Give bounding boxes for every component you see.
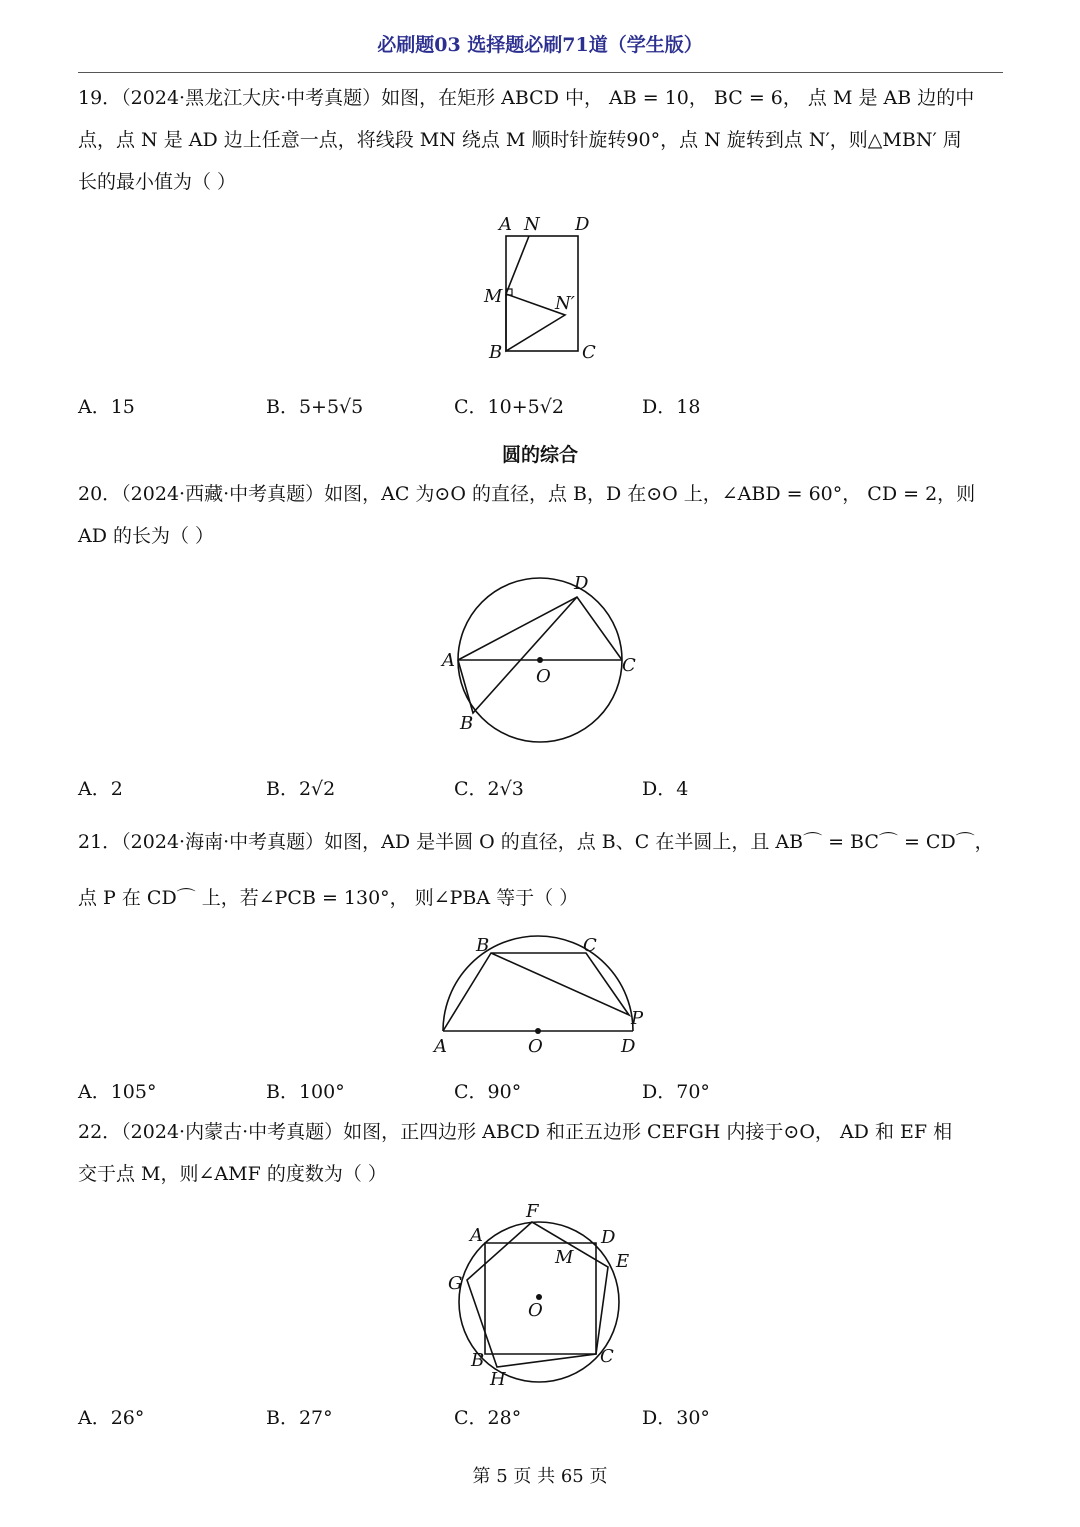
q22-label-f: F <box>526 1201 539 1222</box>
q20-line-1: 20．（2024·西藏·中考真题）如图，AC 为⊙O 的直径，点 B，D 在⊙O 上，∠ABD = 60°， CD = 2，则 <box>78 483 976 505</box>
q21-line-1: 21．（2024·海南·中考真题）如图，AD 是半圆 O 的直径，点 B、C 在半圆上，且 AB⌒ = BC⌒ = CD⌒， <box>78 831 994 853</box>
document-header: 必刷题03 选择题必刷71道（学生版） <box>377 34 703 56</box>
section-title: 圆的综合 <box>501 444 578 466</box>
q19-label-n-prime: N′ <box>555 293 575 314</box>
q19-label-n: N <box>524 214 540 235</box>
q22-label-b: B <box>471 1350 485 1371</box>
q22-label-o: O <box>528 1300 543 1321</box>
q19-option-a: A．15 <box>78 396 135 418</box>
q20-label-b: B <box>460 713 474 734</box>
q20-line-2: AD 的长为（ ） <box>78 525 215 547</box>
q22-label-c: C <box>600 1346 614 1367</box>
q21-label-p: P <box>631 1008 644 1029</box>
q22-label-a: A <box>470 1225 483 1246</box>
q22-label-d: D <box>601 1227 616 1248</box>
q21-center-dot <box>535 1028 541 1034</box>
q21-figure <box>425 930 655 1060</box>
q19-label-m: M <box>484 286 503 307</box>
q22-option-a: A．26° <box>78 1407 145 1429</box>
q20-chords-ad-dc <box>458 597 622 660</box>
q20-figure <box>430 565 650 750</box>
q19-line-2: 点，点 N 是 AD 边上任意一点，将线段 MN 绕点 M 顺时针旋转90°，点 N 旋转到点 N′，则△MBN′ 周 <box>78 129 962 151</box>
q19-option-c: C．10+5√2 <box>454 396 564 418</box>
q20-label-d: D <box>574 573 589 594</box>
q20-option-a: A．2 <box>78 778 123 800</box>
q22-option-d: D．30° <box>642 1407 710 1429</box>
page-footer: 第 5 页 共 65 页 <box>472 1466 608 1487</box>
q20-option-b: B．2√2 <box>266 778 336 800</box>
q19-label-d: D <box>575 214 590 235</box>
q19-label-c: C <box>582 342 596 363</box>
q21-label-b: B <box>476 935 490 956</box>
q21-label-a: A <box>434 1036 447 1057</box>
q19-label-b: B <box>489 342 503 363</box>
q19-line-3: 长的最小值为（ ） <box>78 171 237 193</box>
q20-label-a: A <box>442 650 455 671</box>
q22-label-g: G <box>448 1273 463 1294</box>
q22-label-h: H <box>490 1369 506 1390</box>
q21-label-o: O <box>528 1036 543 1057</box>
q21-option-a: A．105° <box>78 1081 157 1103</box>
q21-option-c: C．90° <box>454 1081 522 1103</box>
q19-option-d: D．18 <box>642 396 701 418</box>
q20-option-c: C．2√3 <box>454 778 524 800</box>
header-rule <box>78 72 1003 73</box>
q20-center-dot <box>537 657 543 663</box>
q20-label-c: C <box>622 655 636 676</box>
q21-label-d: D <box>621 1036 636 1057</box>
q21-option-d: D．70° <box>642 1081 710 1103</box>
q22-label-e: E <box>616 1251 630 1272</box>
q21-line-2: 点 P 在 CD⌒ 上，若∠PCB = 130°， 则∠PBA 等于（ ） <box>78 887 579 909</box>
q19-label-a: A <box>499 214 512 235</box>
q22-label-m: M <box>555 1247 574 1268</box>
q22-option-c: C．28° <box>454 1407 522 1429</box>
q21-option-b: B．100° <box>266 1081 345 1103</box>
q20-option-d: D．4 <box>642 778 689 800</box>
q19-line-1: 19．（2024·黑龙江大庆·中考真题）如图，在矩形 ABCD 中， AB = 10， BC = 6， 点 M 是 AB 边的中 <box>78 87 975 109</box>
q21-label-c: C <box>583 935 597 956</box>
q22-line-1: 22．（2024·内蒙古·中考真题）如图，正四边形 ABCD 和正五边形 CEFGH 内接于⊙O， AD 和 EF 相 <box>78 1121 953 1143</box>
q22-figure <box>440 1200 640 1390</box>
q22-line-2: 交于点 M，则∠AMF 的度数为（ ） <box>78 1163 387 1185</box>
q20-label-o: O <box>536 666 551 687</box>
q19-figure <box>470 205 620 370</box>
q19-option-b: B．5+5√5 <box>266 396 364 418</box>
q22-option-b: B．27° <box>266 1407 333 1429</box>
q20-chords-ab-bd <box>458 597 577 713</box>
